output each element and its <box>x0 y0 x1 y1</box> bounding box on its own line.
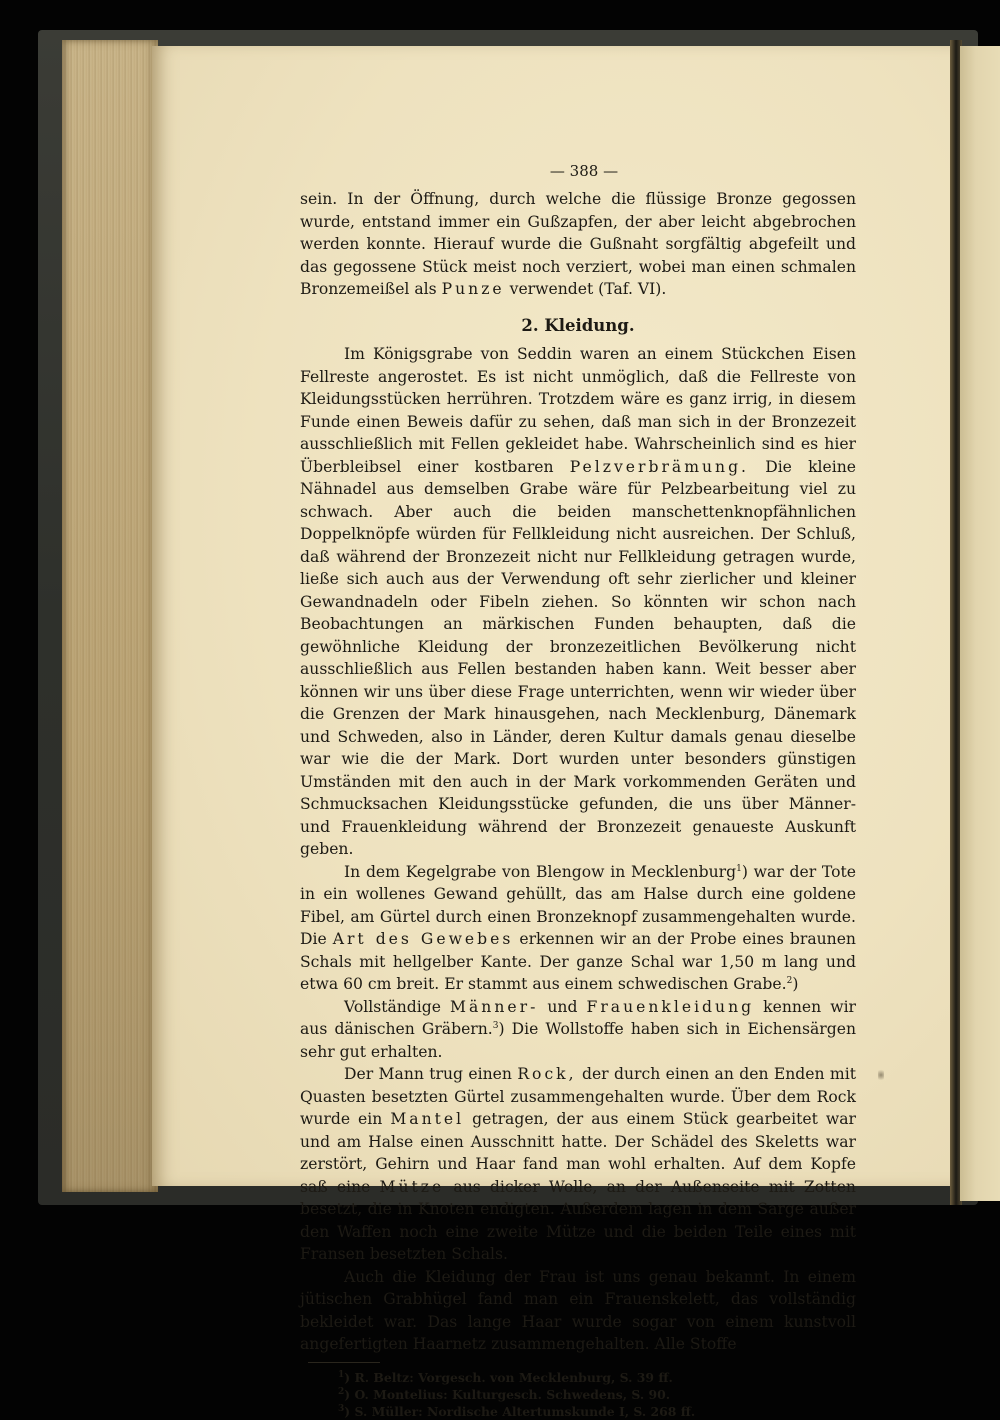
paragraph-3-text-b: ) war der Tote in ein wollenes Gewand gehüllt, das am Halse durch eine goldene Fibel, am Gürtel durch einen Bronzeknopf zusammengehalten wurde. Die <box>300 862 856 948</box>
paragraph-3 <box>300 861 856 996</box>
footnote-mark: 2 <box>338 1386 345 1397</box>
spaced-word: Frauenkleidung <box>586 997 755 1016</box>
spaced-word: Punze <box>441 280 505 298</box>
paragraph-4-mid: und <box>547 997 578 1016</box>
spaced-word: Männer- <box>450 997 539 1016</box>
page-edges <box>62 40 158 1192</box>
paragraph-2-text-a: Im Königsgrabe von Seddin waren an einem Stückchen Eisen Fellreste angerostet. Es ist nicht unmöglich, daß die Fellreste von Kleidungsstücken herrühren. Trotzdem wäre es ganz irrig, in diesem Funde einen Beweis dafür zu sehen, daß man sich in der Bronzezeit ausschließlich mit Fellen gekleidet habe. Wahrscheinlich sind es hier Überbleibsel einer kostbaren <box>300 345 856 476</box>
footnote <box>338 1369 856 1386</box>
footnote-ref: 2 <box>786 975 793 986</box>
spaced-word: Mantel <box>390 1110 465 1128</box>
footnote-mark: 1 <box>338 1369 345 1380</box>
page-text <box>300 160 856 1420</box>
paragraph-3-text-c: erkennen wir an der Probe eines braunen Schals mit hellgelber Kante. Der ganze Schal war 1,50 m lang und etwa 60 cm breit. Er stammt aus einem schwedischen Grabe. <box>300 930 856 993</box>
paragraph-2-text-b: Die kleine Nähnadel aus demselben Grabe wäre für Pelzbearbeitung viel zu schwach. Aber auch die beiden manschettenknopfähnlichen Doppelknöpfe würden für Fellkleidung nicht ausreichen. Der Schluß, daß während der Bronzezeit nicht nur Fellkleidung getragen wurde, ließe sich auch aus der Verwendung oft sehr zierlicher und kleiner Gewandnadeln oder Fibeln ziehen. So könnten wir schon nach Beobachtungen an märkischen Funden behaupten, daß die gewöhnliche Kleidung der bronzezeitlichen Bevölkerung nicht ausschließlich aus Fellen bestanden haben kann. Weit besser aber können wir uns über diese Frage unterrichten, wenn wir wieder über die Grenzen der Mark hinausgehen, nach Mecklenburg, Dänemark und Schweden, also in Länder, deren Kultur damals genau dieselbe war wie die der Mark. Dort wurden unter besonders günstigen Umständen mit den auch in der Mark vorkommenden Geräten und Schmucksachen Kleidungsstücke gefunden, die uns über Männer- und Frauenkleidung während der Bronzezeit genaueste Auskunft geben. <box>300 457 856 858</box>
footnote <box>338 1403 856 1420</box>
footnote-text: ) O. Montelius: Kulturgesch. Schwedens, S. 90. <box>344 1386 671 1402</box>
spaced-word: Pelzverbrämung. <box>569 457 750 476</box>
footnote-ref: 1 <box>736 863 742 874</box>
paragraph-5-text-c: getragen, der aus einem Stück gearbeitet war und am Halse einen Ausschnitt hatte. Der Schädel des Skeletts war zerstört, Gehirn und Haar fand man wohl erhalten. Auf dem Kopfe saß eine <box>300 1110 856 1196</box>
spaced-word: Mütze <box>379 1177 445 1196</box>
paragraph-6: Auch die Kleidung der Frau ist uns genau bekannt. In einem jütischen Grabhügel fand man ein Frauenskelett, das vollständig bekleidet war. Das lange Haar wurde sogar von einem kunstvoll angefertigten Haarnetz zusammengehalten. Alle Stoffe <box>300 1267 856 1353</box>
footnote-text: ) S. Müller: Nordische Altertumskunde I, S. 268 ff. <box>344 1403 696 1419</box>
paragraph-1-text: sein. In der Öffnung, durch welche die flüssige Bronze gegossen wurde, entstand immer ein Gußzapfen, der aber leicht abgebrochen werden konnte. Hierauf wurde die Gußnaht sorgfältig abgefeilt und das gegossene Stück meist noch verziert, wobei man einen schmalen Bronzemeißel als <box>300 190 856 298</box>
next-page-edge <box>960 46 1000 1201</box>
footnote-divider <box>308 1362 380 1363</box>
footnote <box>338 1386 856 1403</box>
section-heading: 2. Kleidung. <box>521 315 635 335</box>
paragraph-1-end: verwendet (Taf. VI). <box>509 280 667 298</box>
paragraph-5-text-d: aus dicker Wolle, an der Außenseite mit Zotten besetzt, die in Knoten endigten. Außerdem lagen in dem Sarge außer den Waffen noch eine zweite Mütze und die beiden Teile eines mit Fransen besetzten Schals. <box>300 1177 856 1263</box>
paper-speck <box>878 1068 884 1082</box>
footnote-ref: 3 <box>492 1020 499 1031</box>
paragraph-5-text-a: Der Mann trug einen <box>344 1065 512 1083</box>
spaced-word: Art des Gewebes <box>332 930 514 948</box>
paragraph-4 <box>300 996 856 1064</box>
paragraph-5-text-b: der durch einen an den Enden mit Quasten besetzten Gürtel zusammengehalten wurde. Über dem Rock wurde ein <box>300 1065 856 1128</box>
footnote-text: ) R. Beltz: Vorgesch. von Mecklenburg, S. 39 ff. <box>344 1369 673 1385</box>
spaced-word: Rock, <box>517 1065 577 1083</box>
footnote-mark: 3 <box>338 1403 345 1414</box>
paragraph-3-text-d: ) <box>792 975 799 993</box>
paragraph-4-text-c: ) Die Wollstoffe haben sich in Eichensärgen sehr gut erhalten. <box>300 1020 856 1061</box>
paragraph-3-text-a: In dem Kegelgrabe von Blengow in Mecklenburg <box>344 862 737 881</box>
page-number: — 388 — <box>549 162 619 180</box>
paragraph-4-text-a: Vollständige <box>344 997 441 1016</box>
paragraph-2 <box>300 343 856 861</box>
paragraph-5 <box>300 1063 856 1266</box>
paragraph-4-text-b: kennen wir aus dänischen Gräbern. <box>300 997 857 1038</box>
paragraph-1 <box>300 188 856 301</box>
